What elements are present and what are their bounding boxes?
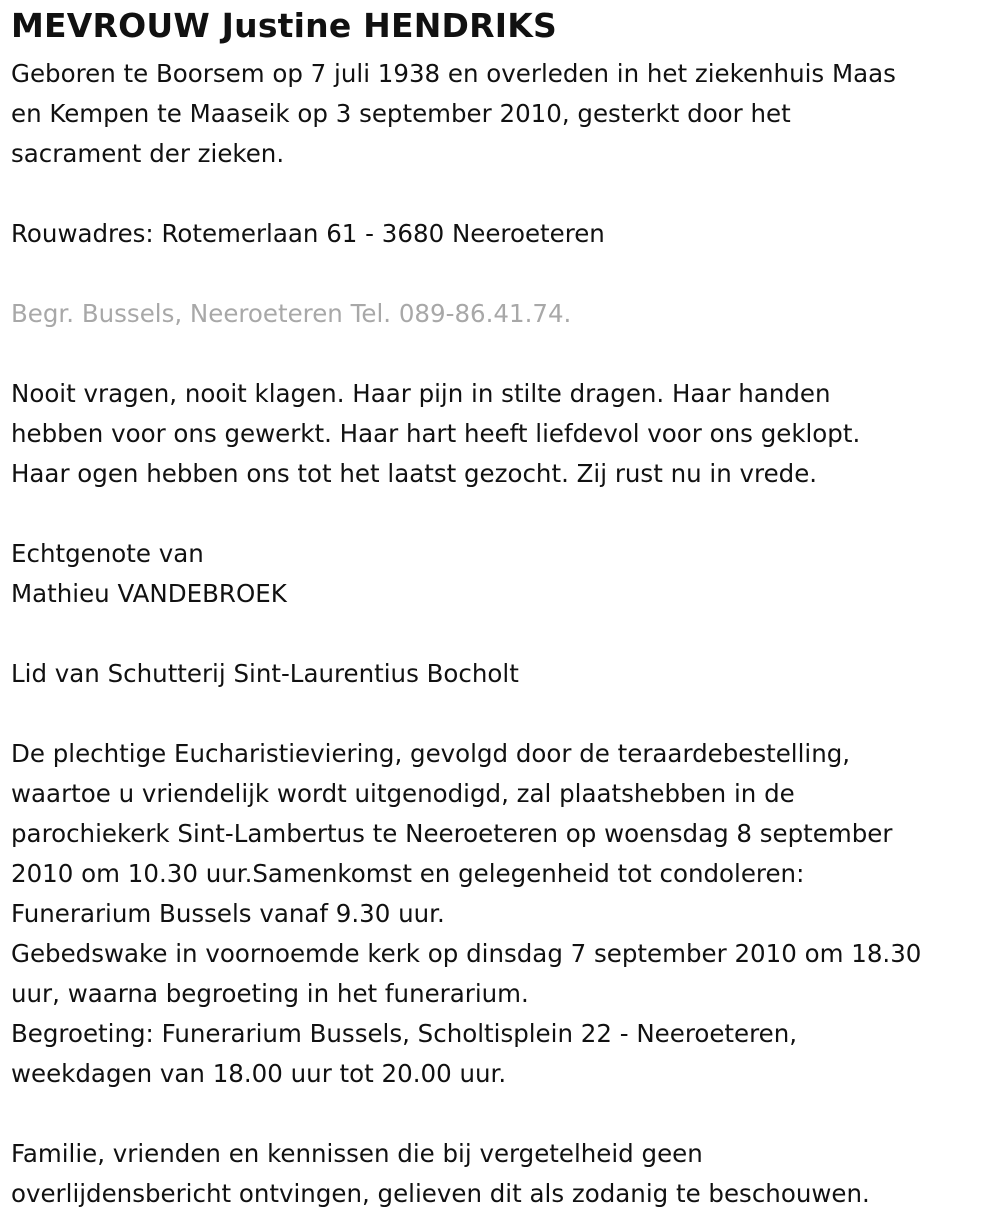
obituary-notice <box>11 4 991 1214</box>
spacer <box>11 174 991 214</box>
ceremony-line: Begroeting: Funerarium Bussels, Scholtisplein 22 - Neeroeteren, <box>11 1019 798 1048</box>
spacer <box>11 334 991 374</box>
mourning-address: Rouwadres: Rotemerlaan 61 - 3680 Neeroeteren <box>11 219 605 248</box>
poem-line: Nooit vragen, nooit klagen. Haar pijn in stilte dragen. Haar handen <box>11 379 831 408</box>
birth-death-line: en Kempen te Maaseik op 3 september 2010, gesterkt door het <box>11 99 791 128</box>
ceremony-section <box>11 734 991 1094</box>
spouse-section <box>11 534 991 614</box>
closing-line: overlijdensbericht ontvingen, gelieven dit als zodanig te beschouwen. <box>11 1179 870 1208</box>
spacer <box>11 614 991 654</box>
spacer <box>11 254 991 294</box>
birth-death-line: sacrament der zieken. <box>11 139 285 168</box>
spacer <box>11 494 991 534</box>
membership-line: Lid van Schutterij Sint-Laurentius Bocholt <box>11 659 519 688</box>
ceremony-line: De plechtige Eucharistieviering, gevolgd door de teraardebestelling, <box>11 739 851 768</box>
ceremony-line: 2010 om 10.30 uur.Samenkomst en gelegenheid tot condoleren: <box>11 859 805 888</box>
birth-death-section <box>11 54 991 174</box>
ceremony-line: weekdagen van 18.00 uur tot 20.00 uur. <box>11 1059 507 1088</box>
ceremony-line: waartoe u vriendelijk wordt uitgenodigd, zal plaatshebben in de <box>11 779 795 808</box>
poem-line: hebben voor ons gewerkt. Haar hart heeft liefdevol voor ons geklopt. <box>11 419 861 448</box>
deceased-name-title: MEVROUW Justine HENDRIKS <box>11 6 557 45</box>
ceremony-line: Funerarium Bussels vanaf 9.30 uur. <box>11 899 445 928</box>
spacer <box>11 694 991 734</box>
birth-death-line: Geboren te Boorsem op 7 juli 1938 en overleden in het ziekenhuis Maas <box>11 59 896 88</box>
spouse-label: Echtgenote van <box>11 539 204 568</box>
closing-section <box>11 1134 991 1214</box>
poem-line: Haar ogen hebben ons tot het laatst gezocht. Zij rust nu in vrede. <box>11 459 818 488</box>
undertaker-info: Begr. Bussels, Neeroeteren Tel. 089-86.41.74. <box>11 299 572 328</box>
ceremony-line: uur, waarna begroeting in het funerarium. <box>11 979 529 1008</box>
closing-line: Familie, vrienden en kennissen die bij vergetelheid geen <box>11 1139 703 1168</box>
spouse-name: Mathieu VANDEBROEK <box>11 579 287 608</box>
ceremony-line: parochiekerk Sint-Lambertus te Neeroeteren op woensdag 8 september <box>11 819 893 848</box>
ceremony-line: Gebedswake in voornoemde kerk op dinsdag 7 september 2010 om 18.30 <box>11 939 922 968</box>
poem-section <box>11 374 991 494</box>
spacer <box>11 1094 991 1134</box>
